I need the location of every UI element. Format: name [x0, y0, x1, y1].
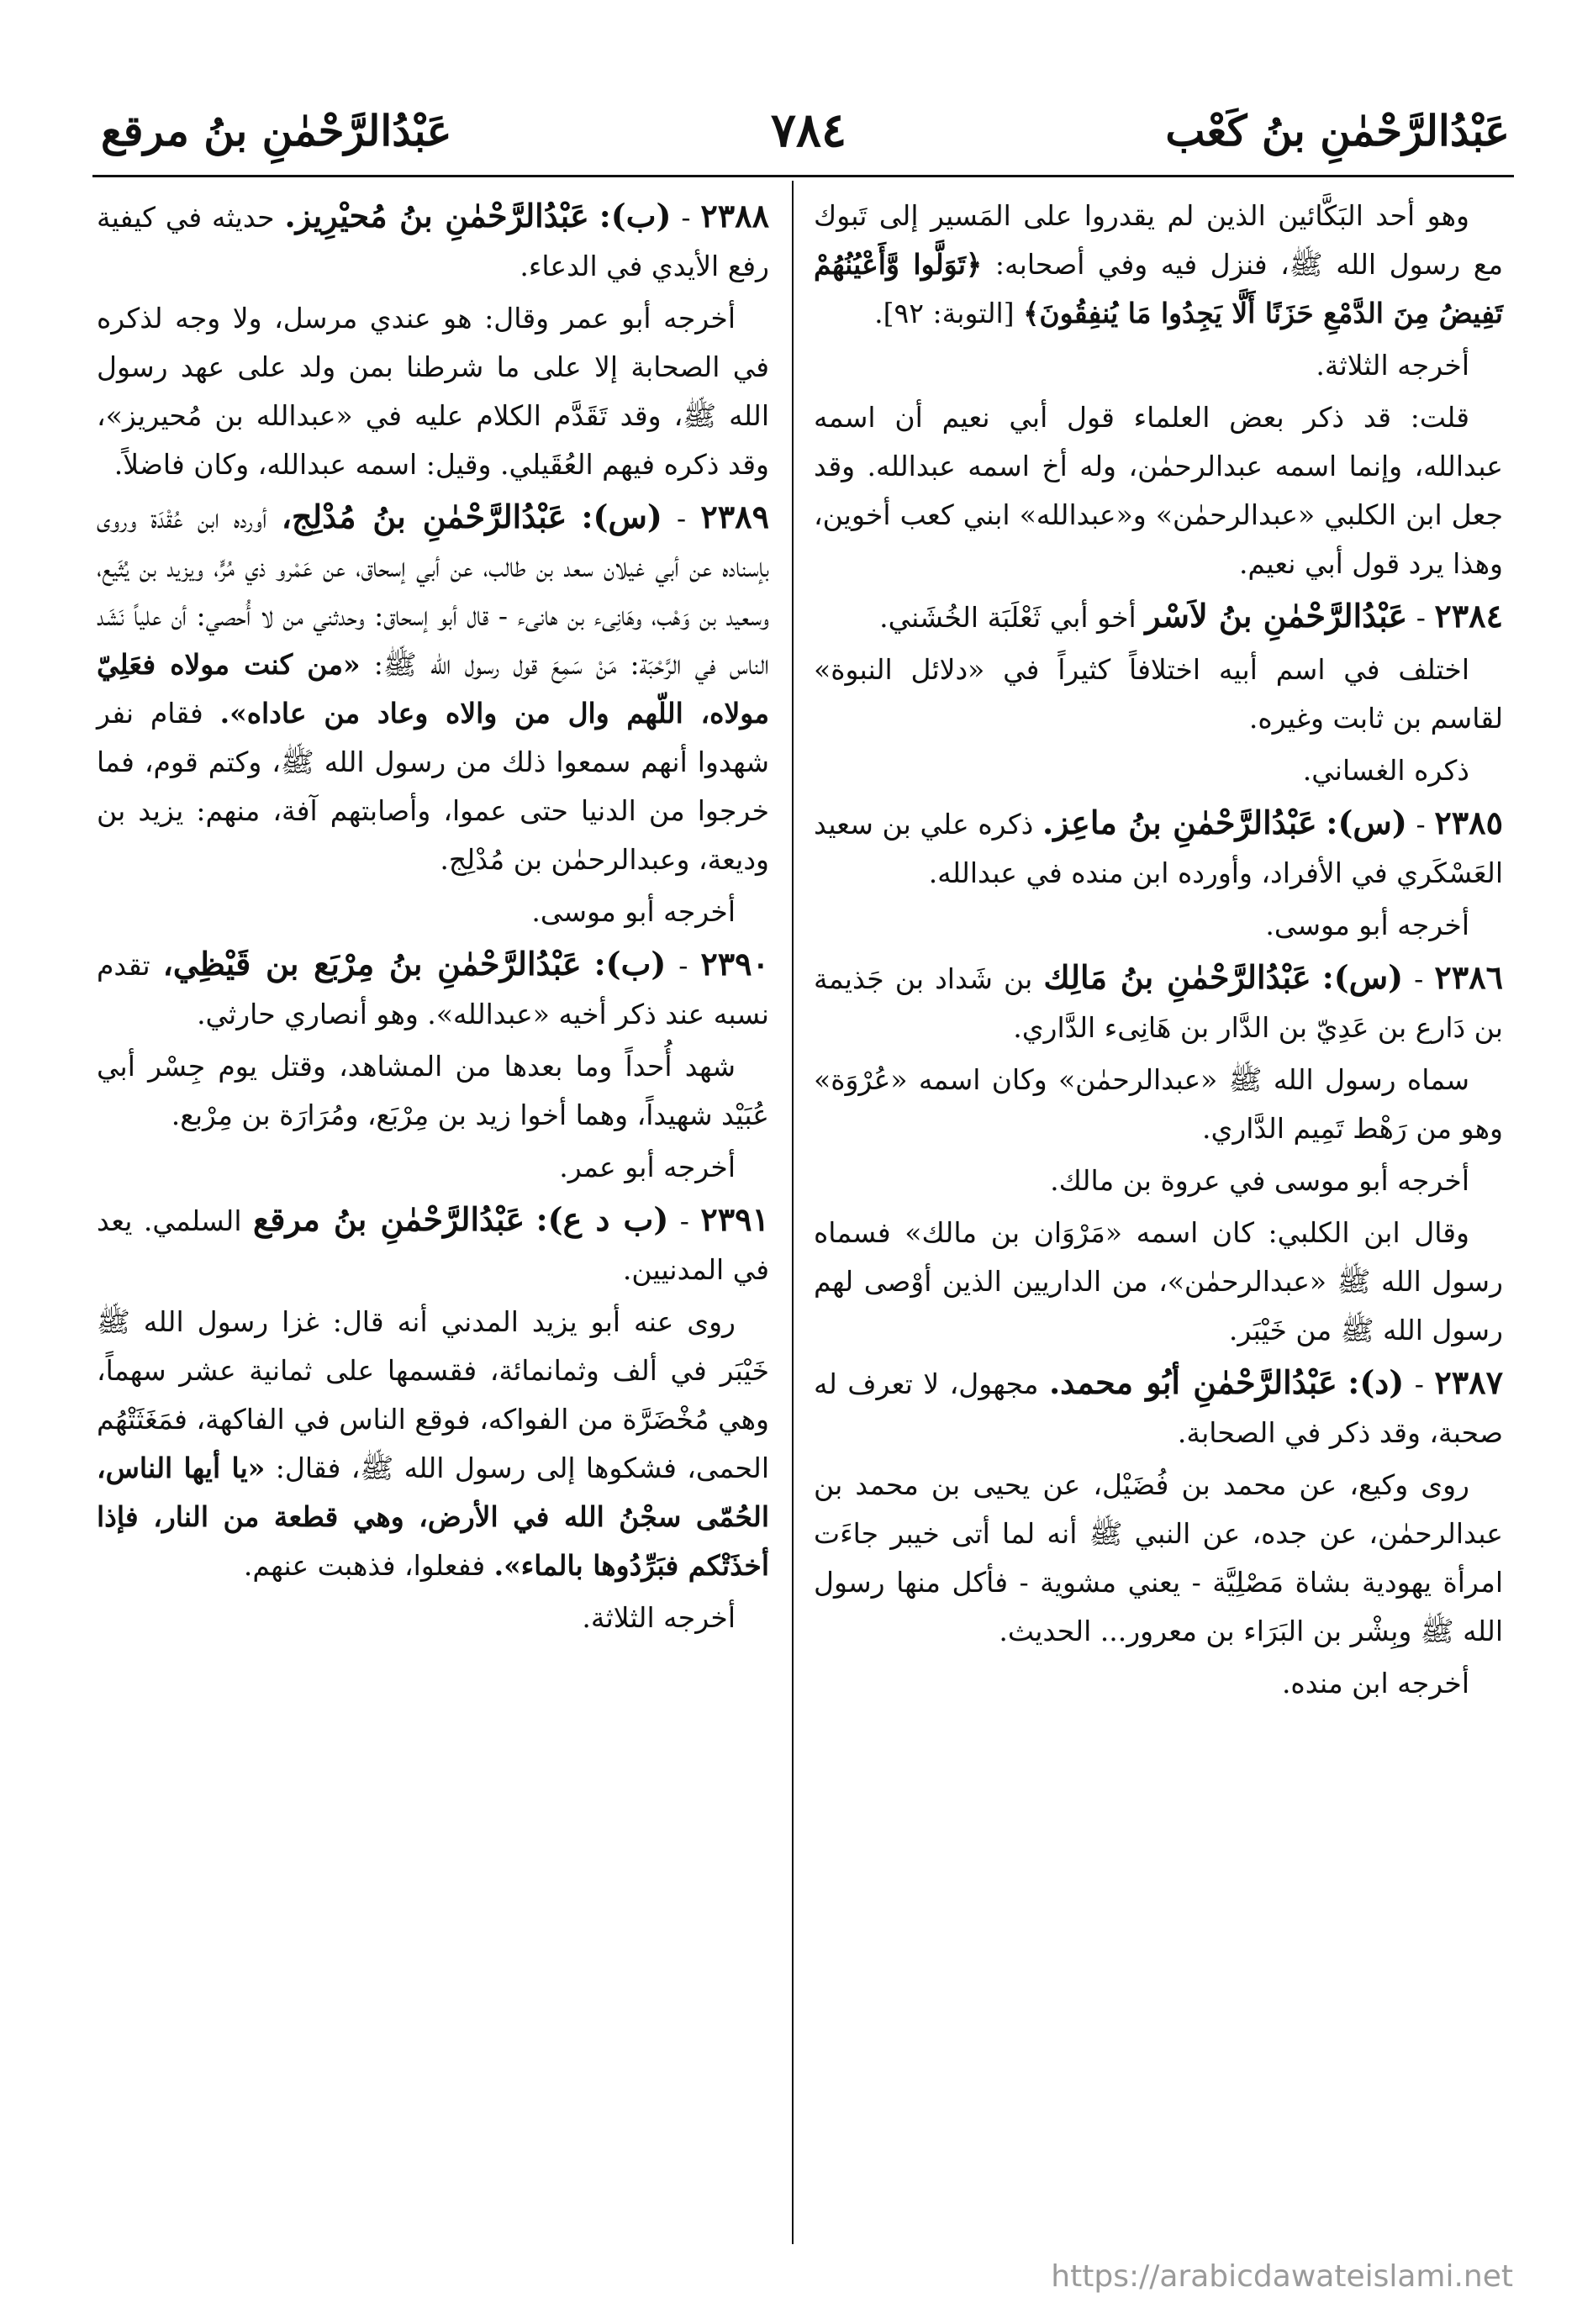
entry-tag: (ب):	[593, 945, 667, 983]
paragraph: وهو أحد البَكَّائين الذين لم يقدروا على المَسير إلى تَبوك مع رسول الله ﷺ، فنزل فيه وفي أصحابه: ﴿تَوَلَّوا وَّأَعْيُنُهُمْ تَفِيضُ مِنَ الدَّمْعِ حَزَنًا أَلَّا يَجِدُوا مَا يُنفِقُونَ﴾ [التوبة: ٩٢].	[814, 199, 1504, 329]
entry-2387: ٢٣٨٧ - (د): عَبْدُالرَّحْمٰنِ أبُو محمد. مجهول، لا تعرف له صحبة، وقد ذكر في الصحابة.	[814, 1363, 1503, 1449]
entry-name: عَبْدُالرَّحْمٰنِ بنُ مُحيْرِيز.	[284, 197, 589, 235]
paragraph: أخرجه أبو موسى.	[531, 895, 736, 928]
page-header	[101, 88, 1510, 172]
entry-2388: ٢٣٨٨ - (ب): عَبْدُالرَّحْمٰنِ بنُ مُحيْرِيز. حديثه في كيفية رفع الأيدي في الدعاء.	[97, 197, 769, 282]
entry-2385: ٢٣٨٥ - (س): عَبْدُالرَّحْمٰنِ بنُ ماعِز. ذكره علي بن سعيد العَسْكَري في الأفراد، وأورده ابن منده في عبدالله.	[814, 804, 1503, 889]
entry-number: ٢٣٨٥	[1434, 804, 1503, 841]
entry-2390: ٢٣٩٠ - (ب): عَبْدُالرَّحْمٰنِ بنُ مِرْبَع بن قَيْظِي، تقدم نسبه عند ذكر أخيه «عبدالله». وهو أنصاري حارثي.	[97, 945, 769, 1030]
page-number: ٧٨٤	[770, 103, 847, 158]
entry-name: عَبْدُالرَّحْمٰنِ بنُ ماعِز.	[1042, 804, 1317, 841]
entry-number: ٢٣٨٧	[1434, 1363, 1503, 1401]
paragraph: اختلف في اسم أبيه اختلافاً كثيراً في «دلائل النبوة» لقاسم بن ثابت وغيره.	[814, 653, 1503, 735]
paragraph: أخرجه ابن منده.	[1281, 1667, 1469, 1700]
paragraph: أخرجه أبو عمر وقال: هو عندي مرسل، ولا وجه لذكره في الصحابة إلا على ما شرطنا بمن ولد على عهد رسول الله ﷺ، وقد تَقَدَّم الكلام عليه في «عبدالله بن مُحيريز»، وقد ذكره فيهم العُقَيلي. وقيل: اسمه عبدالله، وكان فاضلاً.	[97, 302, 769, 481]
entry-number: ٢٣٨٤	[1434, 597, 1503, 635]
paragraph: سماه رسول الله ﷺ «عبدالرحمٰن» وكان اسمه «عُرْوَة» وهو من رَهْط تَمِيم الدَّاري.	[814, 1063, 1503, 1145]
column-divider	[792, 181, 794, 2244]
paragraph: روى وكيع، عن محمد بن فُضَيْل، عن يحيى بن محمد بن عبدالرحمٰن، عن جده، عن النبي ﷺ أنه لما أتى خيبر جاءَت امرأة يهودية بشاة مَصْلِيَّة - يعني مشوية - فأكل منها رسول الله ﷺ وبِشْر بن البَرَاء بن معرور... الحديث.	[814, 1468, 1503, 1647]
entry-number: ٢٣٩١	[700, 1200, 769, 1238]
header-rule	[92, 175, 1514, 177]
entry-2389: ٢٣٨٩ - (س): عَبْدُالرَّحْمٰنِ بنُ مُدْلِج، أورده ابن عُقْدَة وروى بإسناده عن أبي غيلان سعد بن طالب، عن أبي إسحاق، عن عَمْرو ذي مُرٍّ، ويزيد بن يُثَيع، وسعيد بن وَهْب، وهَانِىء بن هانىء - قال أبو إسحاق: وحدثني من لا أُحصي: أن علياً نَشَد الناس في الرَّحْبَة: مَنْ سَمِعَ قول رسول الله ﷺ: «من كنت مولاه فعَلِيّ مولاه، اللّهم وال من والاه وعاد من عاداه». فقام نفر شهدوا أنهم سمعوا ذلك من رسول الله ﷺ، وكتم قوم، فما خرجوا من الدنيا حتى عموا، وأصابتهم آفة، منهم: يزيد بن وديعة، وعبدالرحمٰن بن مُدْلِج.	[97, 498, 769, 876]
paragraph: شهد أُحداً وما بعدها من المشاهد، وقتل يوم جِسْر أبي عُبَيْد شهيداً، وهما أخوا زيد بن مِرْبَع، ومُرَارَة بن مِرْبع.	[97, 1050, 769, 1131]
entry-name: عَبْدُالرَّحْمٰنِ بنُ لاَسْر	[1145, 597, 1408, 635]
paragraph: أخرجه أبو عمر.	[559, 1151, 736, 1183]
verse-reference: [التوبة: ٩٢].	[874, 297, 1015, 329]
running-title-right: عَبْدُالرَّحْمٰنِ بنُ كَعْب	[1165, 105, 1510, 155]
entry-tag: (ب):	[599, 197, 672, 235]
entry-tag: (د):	[1348, 1363, 1405, 1401]
paragraph: أخرجه الثلاثة.	[1316, 349, 1469, 382]
entry-name: عَبْدُالرَّحْمٰنِ بنُ مِرْبَع بن قَيْظِي،	[162, 945, 582, 983]
paragraph: أخرجه أبو موسى في عروة بن مالك.	[1050, 1164, 1469, 1197]
entry-name: عَبْدُالرَّحْمٰنِ بنُ مُدْلِج،	[281, 498, 567, 535]
entry-number: ٢٣٩٠	[700, 945, 769, 983]
entry-tag: (س):	[581, 498, 662, 535]
hadith-quote: «يا أيها الناس، الحُمّى سجْنُ الله في الأرض، وهي قطعة من النار، فإذا أخذَتْكم فبَرِّدُوها بالماء».	[97, 1452, 769, 1582]
entry-tag: (ب د ع):	[535, 1200, 669, 1238]
entry-2391: ٢٣٩١ - (ب د ع): عَبْدُالرَّحْمٰنِ بنُ مرقع السلمي. يعد في المدنيين.	[97, 1200, 769, 1286]
entry-name: عَبْدُالرَّحْمٰنِ أبُو محمد.	[1048, 1363, 1337, 1401]
entry-number: ٢٣٨٨	[700, 197, 769, 235]
running-title-left: عَبْدُالرَّحْمٰنِ بنُ مرقع	[101, 105, 452, 155]
watermark-url: https://arabicdawateislami.net	[1051, 2259, 1513, 2294]
paragraph: ذكره الغساني.	[1302, 754, 1469, 787]
paragraph: روى عنه أبو يزيد المدني أنه قال: غزا رسول الله ﷺ خَيْبَر في ألف وثمانمائة، فقسمها على ثمانية عشر سهماً، وهي مُخْضَرَّة من الفواكه، فوقع الناس في الفاكهة، فمَغَثَتْهُم الحمى، فشكوها إلى رسول الله ﷺ، فقال: «يا أيها الناس، الحُمّى سجْنُ الله في الأرض، وهي قطعة من النار، فإذا أخذَتْكم فبَرِّدُوها بالماء». ففعلوا، فذهبت عنهم.	[97, 1305, 769, 1582]
paragraph: أخرجه أبو موسى.	[1265, 909, 1469, 941]
left-column	[97, 192, 769, 1646]
entry-name: عَبْدُالرَّحْمٰنِ بنُ مَالِك	[1043, 958, 1311, 996]
entry-tag: (س):	[1326, 804, 1407, 841]
paragraph: وقال ابن الكلبي: كان اسمه «مَرْوَان بن مالك» فسماه رسول الله ﷺ «عبدالرحمٰن»، من الداريين الذين أوْصى لهم رسول الله ﷺ من خَيْبَر.	[814, 1216, 1503, 1346]
hadith-quote: «من كنت مولاه فعَلِيّ مولاه، اللّهم وال من والاه وعاد من عاداه».	[97, 648, 769, 730]
entry-tag: (س):	[1321, 958, 1404, 996]
paragraph: أخرجه الثلاثة.	[582, 1601, 736, 1634]
entry-2386: ٢٣٨٦ - (س): عَبْدُالرَّحْمٰنِ بنُ مَالِك بن شَداد بن جَذيمة بن دَارع بن عَدِيّ بن الدَّار بن هَانِىء الدَّاري.	[814, 958, 1504, 1044]
entry-2384: ٢٣٨٤ - عَبْدُالرَّحْمٰنِ بنُ لاَسْر أخو أبي ثَعْلَبَة الخُشَني.	[879, 597, 1503, 635]
paragraph: قلت: قد ذكر بعض العلماء قول أبي نعيم أن اسمه عبدالله، وإنما اسمه عبدالرحمٰن، وله أخ اسمه عبدالله. وقد جعل ابن الكلبي «عبدالرحمٰن» و«عبدالله» ابني كعب أخوين، وهذا يرد قول أبي نعيم.	[814, 401, 1503, 580]
entry-number: ٢٣٨٩	[700, 498, 769, 535]
entry-number: ٢٣٨٦	[1434, 958, 1504, 996]
right-column	[814, 192, 1503, 1711]
quran-verse: ﴿تَوَلَّوا وَّأَعْيُنُهُمْ تَفِيضُ مِنَ الدَّمْعِ حَزَنًا أَلَّا يَجِدُوا مَا يُنفِقُونَ﴾	[814, 248, 1503, 329]
entry-name: عَبْدُالرَّحْمٰنِ بنُ مرقع	[252, 1200, 525, 1238]
